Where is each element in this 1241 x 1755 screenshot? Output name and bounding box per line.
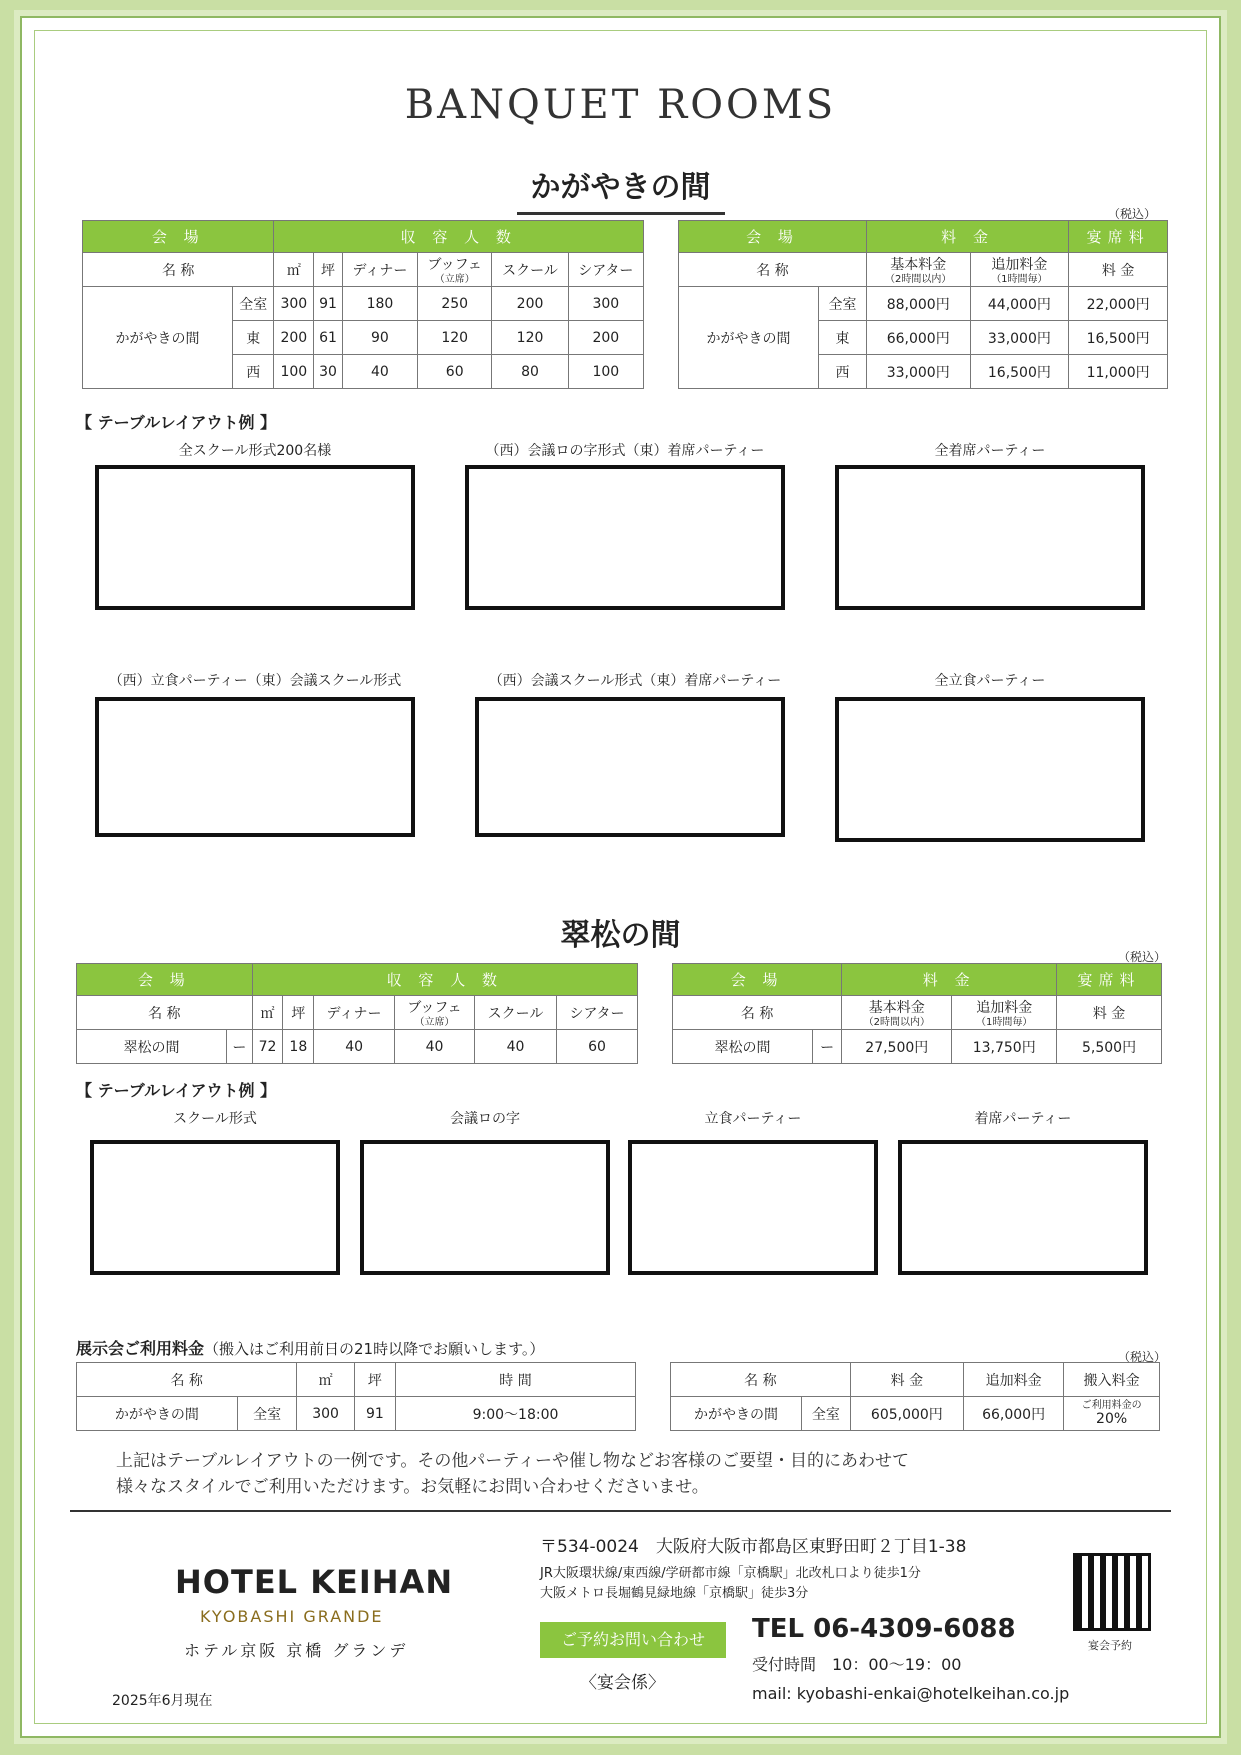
kagayaki-price-table: 会 場 料 金 宴席料 名 称 基本料金 （2時間以内） 追加料金 （1時間毎） 料 金 かがやきの間 全室 88,000円 44,000円 22,000円 東 66,000円 33,000円 16,500円 西 33,000円 16,500円 11,000円 [678,220,1168,389]
layout-caption: 全スクール形式200名様 [178,443,332,459]
kagayaki-title: かがやきの間 [0,162,1241,215]
layout-diagram [898,1140,1148,1275]
hotel-logo-sub: KYOBASHI GRANDE [200,1607,384,1626]
address: 〒534-0024 大阪府大阪市都島区東野田町２丁目1-38 [540,1537,967,1557]
layout-label: 【 テーブルレイアウト例 】 [76,1081,277,1100]
access-jr: JR大阪環状線/東西線/学研都市線「京橋駅」北改札口より徒歩1分 [540,1566,921,1581]
layout-caption: （西）立食パーティー（東）会議スクール形式 [108,673,402,689]
reservation-button[interactable]: ご予約お問い合わせ [540,1622,726,1658]
hours: 受付時間 10：00〜19：00 [752,1655,962,1674]
note: 上記はテーブルレイアウトの一例です。その他パーティーや催し物などお客様のご要望・目的にあわせて 様々なスタイルでご利用いただけます。お気軽にお問い合わせくださいませ。 [116,1451,909,1497]
email-link[interactable]: mail: kyobashi-enkai@hotelkeihan.co.jp [752,1684,1070,1703]
layout-diagram [360,1140,610,1275]
access-metro: 大阪メトロ長堀鶴見緑地線「京橋駅」徒歩3分 [540,1586,809,1601]
suimatsu-capacity-table: 会 場 収 容 人 数 名 称 ㎡ 坪 ディナー ブッフェ （立席） スクール シアター 翠松の間 ー 72 18 40 40 40 60 [76,963,638,1064]
layout-diagram [475,697,785,837]
layout-caption: （西）会議スクール形式（東）着席パーティー [488,673,782,689]
layout-diagram [465,465,785,610]
hotel-logo: HOTEL KEIHAN [175,1563,454,1601]
tax-note: （税込） [1108,207,1157,221]
suimatsu-title: 翠松の間 [560,918,681,953]
qr-label: 宴会予約 [1088,1639,1132,1652]
layout-caption: スクール形式 [173,1111,257,1127]
layout-caption: 会議ロの字 [450,1111,520,1127]
layout-caption: （西）会議ロの字形式（東）着席パーティー [485,443,765,459]
kagayaki-capacity-table: 会 場 収 容 人 数 名 称 ㎡ 坪 ディナー ブッフェ （立席） スクール シアター かがやきの間 全室 300 91 180 250 200 300 東 200 61 90 120 120 200 西 100 30 40 60 80 100 [82,220,644,389]
qr-code-icon[interactable] [1073,1553,1151,1631]
layout-caption: 全着席パーティー [934,443,1046,459]
department: 〈宴会係〉 [580,1673,665,1693]
layout-diagram [95,697,415,837]
exhibit-time-table: 名 称 ㎡ 坪 時 間 かがやきの間 全室 300 91 9:00〜18:00 [76,1362,636,1431]
layout-diagram [95,465,415,610]
layout-caption: 立食パーティー [704,1111,802,1127]
layout-diagram [835,465,1145,610]
suimatsu-price-table: 会 場 料 金 宴席料 名 称 基本料金 （2時間以内） 追加料金 （1時間毎） 料 金 翠松の間 ー 27,500円 13,750円 5,500円 [672,963,1162,1064]
layout-diagram [835,697,1145,842]
layout-diagram [628,1140,878,1275]
tax-note: （税込） [1118,950,1167,964]
layout-caption: 全立食パーティー [934,673,1046,689]
layout-diagram [90,1140,340,1275]
exhibit-title: 展示会ご利用料金（搬入はご利用前日の21時以降でお願いします。） [76,1339,545,1358]
tax-note: （税込） [1118,1350,1167,1364]
phone-link[interactable]: TEL 06-4309-6088 [752,1614,1016,1644]
divider [70,1510,1171,1512]
date: 2025年6月現在 [112,1693,213,1709]
hotel-name-jp: ホテル京阪 京橋 グランデ [184,1641,409,1660]
exhibit-price-table: 名 称 料 金 追加料金 搬入料金 かがやきの間 全室 605,000円 66,000円 ご利用料金の 20% [670,1362,1160,1431]
page-title: BANQUET ROOMS [404,82,837,128]
layout-label: 【 テーブルレイアウト例 】 [76,413,277,432]
layout-caption: 着席パーティー [974,1111,1072,1127]
